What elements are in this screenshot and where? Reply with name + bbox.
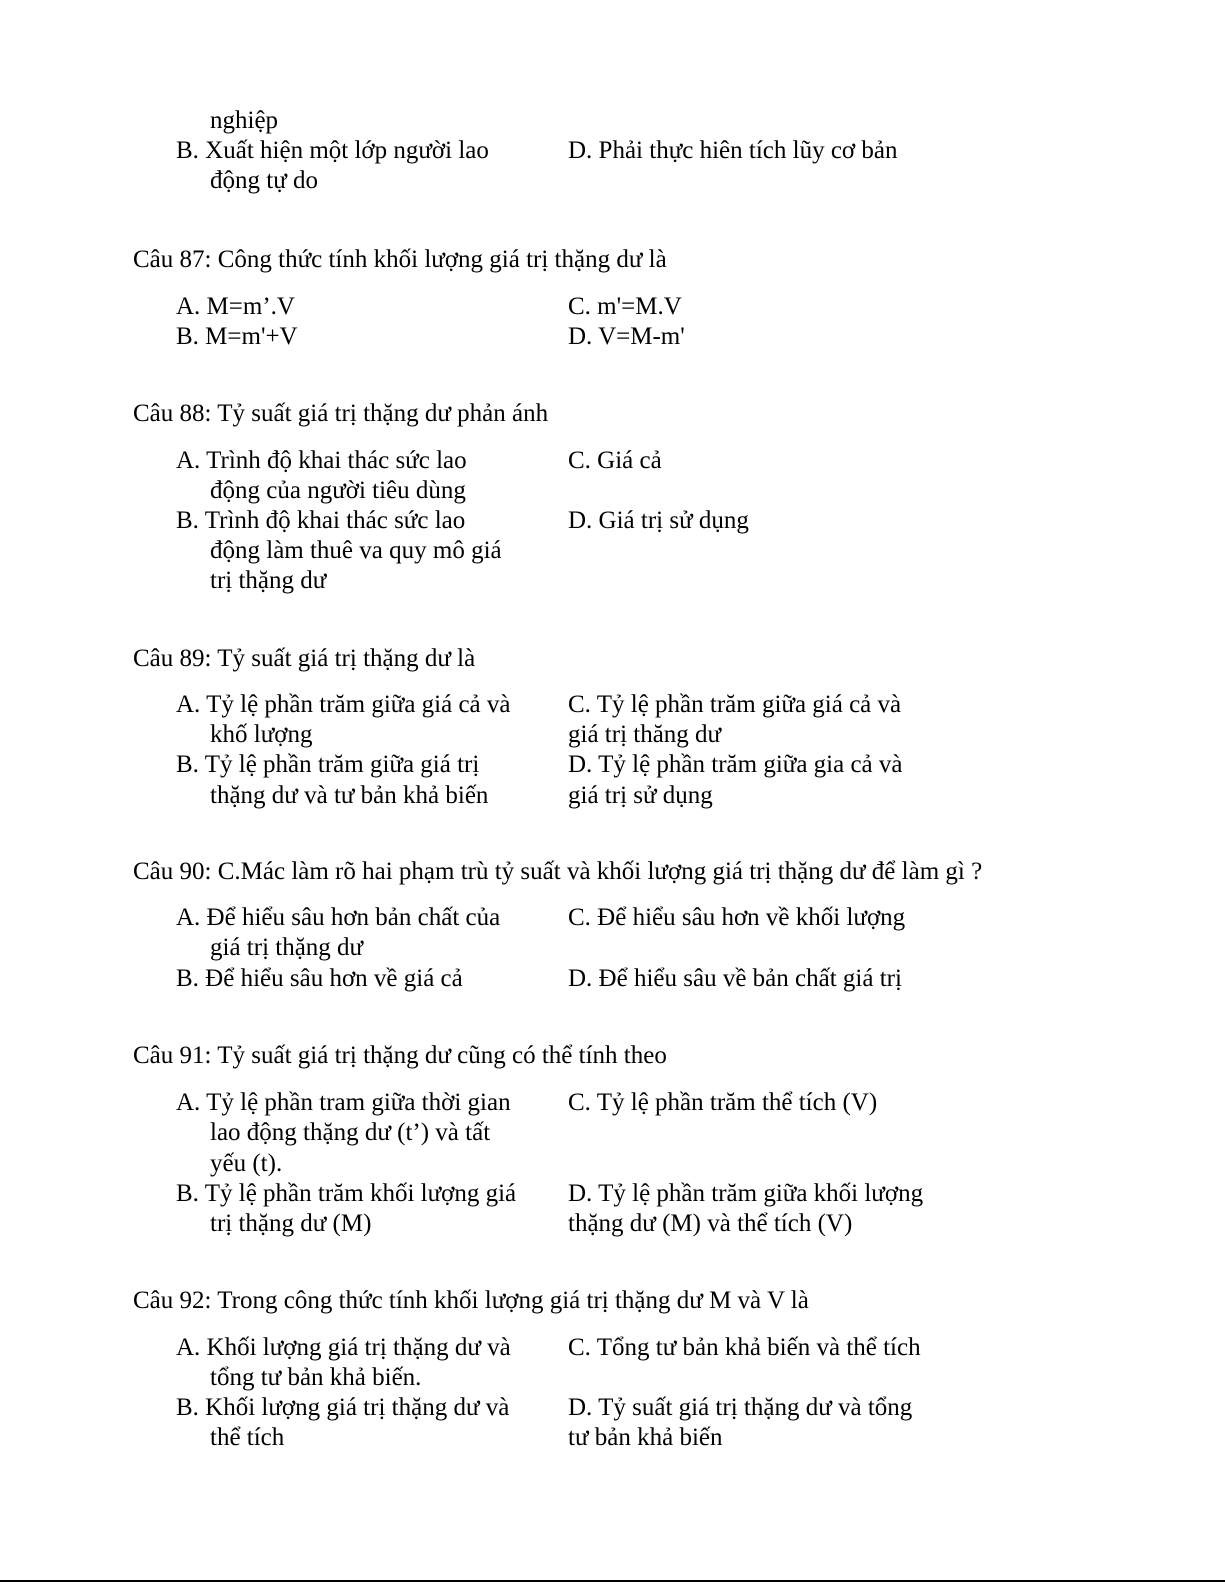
q88-option-a-line2: động của người tiêu dùng xyxy=(210,477,466,504)
prev-option-b-line1: B. Xuất hiện một lớp người lao xyxy=(176,137,489,164)
q88-option-c: C. Giá cả xyxy=(568,447,662,474)
q89-option-d-line1: D. Tỷ lệ phần trăm giữa gia cả và xyxy=(568,751,903,778)
q91-option-b-line2: trị thặng dư (M) xyxy=(210,1210,372,1237)
q87-option-b: B. M=m'+V xyxy=(176,323,298,350)
q92-option-b-line1: B. Khối lượng giá trị thặng dư và xyxy=(176,1394,510,1421)
q91-option-a-line3: yếu (t). xyxy=(210,1150,283,1177)
page-bottom-border xyxy=(0,1580,1225,1582)
question-90-stem: Câu 90: C.Mác làm rõ hai phạm trù tỷ suất và khối lượng giá trị thặng dư để làm gì ? xyxy=(133,858,983,885)
q91-option-c: C. Tỷ lệ phần trăm thể tích (V) xyxy=(568,1089,878,1116)
q91-option-d-line2: thặng dư (M) và thể tích (V) xyxy=(568,1210,853,1237)
q89-option-d-line2: giá trị sử dụng xyxy=(568,782,713,809)
q89-option-c-line2: giá trị thăng dư xyxy=(568,721,722,748)
prev-option-d: D. Phải thực hiên tích lũy cơ bản xyxy=(568,137,898,164)
q91-option-b-line1: B. Tỷ lệ phần trăm khối lượng giá xyxy=(176,1180,517,1207)
question-88-stem: Câu 88: Tỷ suất giá trị thặng dư phản ánh xyxy=(133,400,549,427)
question-87-stem: Câu 87: Công thức tính khối lượng giá trị thặng dư là xyxy=(133,246,667,273)
q88-option-b-line1: B. Trình độ khai thác sức lao xyxy=(176,507,466,534)
q89-option-a-line2: khố lượng xyxy=(210,721,313,748)
question-89-stem: Câu 89: Tỷ suất giá trị thặng dư là xyxy=(133,645,476,672)
q90-option-d: D. Để hiểu sâu về bản chất giá trị xyxy=(568,965,902,992)
q88-option-d: D. Giá trị sử dụng xyxy=(568,507,749,534)
q91-option-a-line2: lao động thặng dư (t’) và tất xyxy=(210,1119,491,1146)
question-91-stem: Câu 91: Tỷ suất giá trị thặng dư cũng có thể tính theo xyxy=(133,1042,667,1069)
q90-option-a-line1: A. Để hiểu sâu hơn bản chất của xyxy=(176,904,501,931)
q91-option-d-line1: D. Tỷ lệ phần trăm giữa khối lượng xyxy=(568,1180,924,1207)
prev-option-a-continuation: nghiệp xyxy=(210,107,279,134)
q92-option-c: C. Tổng tư bản khả biến và thể tích xyxy=(568,1334,921,1361)
q89-option-a-line1: A. Tỷ lệ phần trăm giữa giá cả và xyxy=(176,691,511,718)
q89-option-b-line2: thặng dư và tư bản khả biến xyxy=(210,782,489,809)
q88-option-a-line1: A. Trình độ khai thác sức lao xyxy=(176,447,467,474)
q89-option-c-line1: C. Tỷ lệ phần trăm giữa giá cả và xyxy=(568,691,902,718)
q92-option-b-line2: thể tích xyxy=(210,1424,285,1451)
question-92-stem: Câu 92: Trong công thức tính khối lượng giá trị thặng dư M và V là xyxy=(133,1287,809,1314)
q91-option-a-line1: A. Tỷ lệ phần tram giữa thời gian xyxy=(176,1089,511,1116)
q92-option-a-line2: tổng tư bản khả biến. xyxy=(210,1364,422,1391)
q92-option-a-line1: A. Khối lượng giá trị thặng dư và xyxy=(176,1334,511,1361)
q87-option-a: A. M=m’.V xyxy=(176,293,295,320)
prev-option-b-line2: động tự do xyxy=(210,167,318,194)
q92-option-d-line2: tư bản khả biến xyxy=(568,1424,723,1451)
q89-option-b-line1: B. Tỷ lệ phần trăm giữa giá trị xyxy=(176,751,480,778)
q90-option-c: C. Để hiểu sâu hơn về khối lượng xyxy=(568,904,906,931)
q90-option-a-line2: giá trị thặng dư xyxy=(210,934,364,961)
q87-option-d: D. V=M-m' xyxy=(568,323,685,350)
q90-option-b: B. Để hiểu sâu hơn về giá cả xyxy=(176,965,463,992)
q92-option-d-line1: D. Tỷ suất giá trị thặng dư và tổng xyxy=(568,1394,913,1421)
q88-option-b-line2: động làm thuê va quy mô giá xyxy=(210,537,502,564)
q87-option-c: C. m'=M.V xyxy=(568,293,682,320)
q88-option-b-line3: trị thặng dư xyxy=(210,567,327,594)
